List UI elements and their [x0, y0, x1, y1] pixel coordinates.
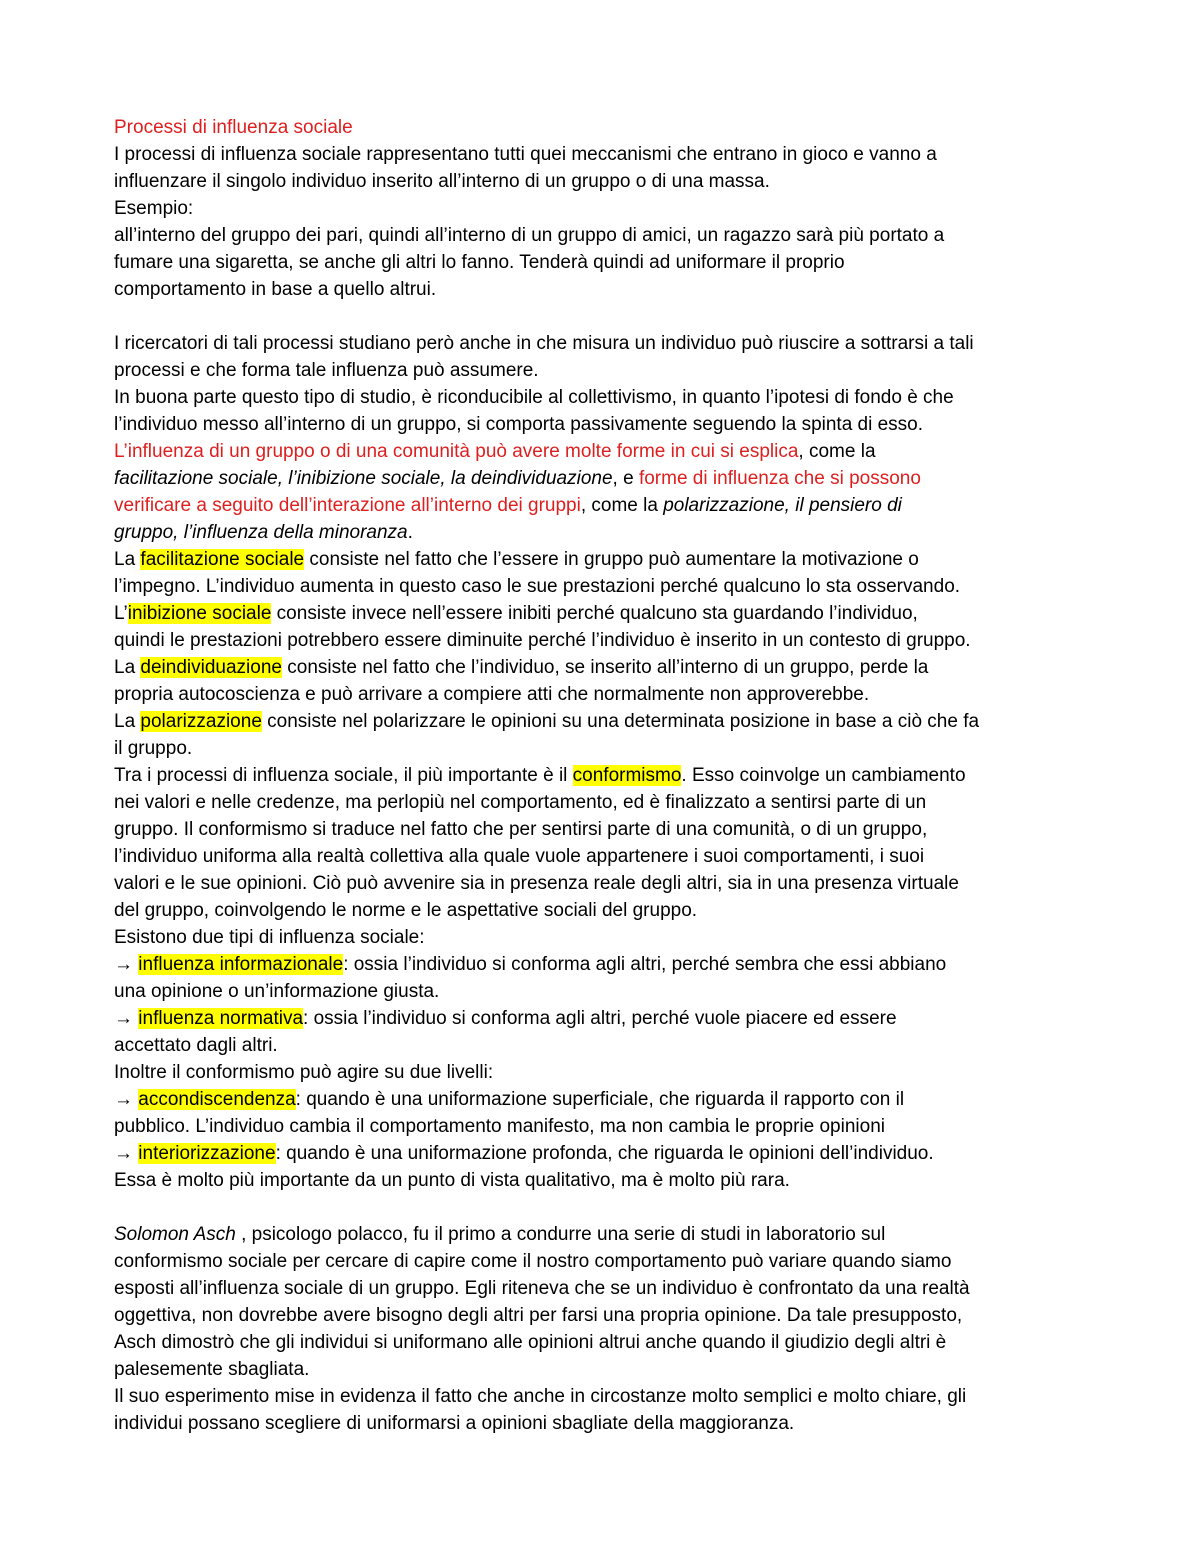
text-segment: : quando è una uniformazione profonda, che riguarda le opinioni dell’individuo. — [275, 1143, 934, 1164]
text-line — [114, 681, 1094, 708]
text-line — [114, 789, 1094, 816]
text-segment: → — [114, 1143, 139, 1164]
text-line — [114, 222, 1094, 249]
text-line — [114, 249, 1094, 276]
text-segment: Esempio: — [114, 198, 194, 219]
text-line — [114, 357, 1094, 384]
text-line — [114, 384, 1094, 411]
text-line — [114, 168, 1094, 195]
text-line — [114, 573, 1094, 600]
text-line — [114, 546, 1094, 573]
text-segment: gruppo. Il conformismo si traduce nel fatto che per sentirsi parte di una comunità, o di un gruppo, — [114, 819, 928, 840]
highlighted-term: influenza informazionale — [138, 954, 344, 975]
text-line — [114, 1248, 1094, 1275]
text-segment: del gruppo, coinvolgendo le norme e le aspettative sociali del gruppo. — [114, 900, 698, 921]
text-segment: Tra i processi di influenza sociale, il più importante è il — [114, 765, 573, 786]
text-segment: palesemente sbagliata. — [114, 1359, 310, 1380]
highlighted-term: inibizione sociale — [127, 603, 272, 624]
text-segment: consiste nel fatto che l’essere in gruppo può aumentare la motivazione o — [304, 549, 919, 570]
text-segment: nei valori e nelle credenze, ma perlopiù nel comportamento, ed è finalizzato a sentirsi parte di un — [114, 792, 927, 813]
text-segment: . — [407, 522, 413, 543]
text-line — [114, 141, 1094, 168]
text-line — [114, 708, 1094, 735]
text-segment: : ossia l’individuo si conforma agli altri, perché sembra che essi abbiano — [343, 954, 947, 975]
text-line — [114, 1167, 1094, 1194]
text-line — [114, 762, 1094, 789]
text-line — [114, 1140, 1094, 1167]
text-segment: quindi le prestazioni potrebbero essere diminuite perché l’individuo è inserito in un contesto di gruppo. — [114, 630, 971, 651]
text-segment: consiste nel fatto che l’individuo, se inserito all’interno di un gruppo, perde la — [281, 657, 929, 678]
document-body — [114, 114, 1094, 1437]
red-text-segment: L’influenza di un gruppo o di una comunità può avere molte forme in cui si esplica — [114, 441, 799, 462]
text-segment: influenzare il singolo individuo inserito all’interno di un gruppo o di una massa. — [114, 171, 770, 192]
text-segment: → — [114, 954, 139, 975]
text-line — [114, 654, 1094, 681]
text-segment: conformismo sociale per cercare di capire come il nostro comportamento può variare quando siamo — [114, 1251, 952, 1272]
text-segment: esposti all’influenza sociale di un gruppo. Egli riteneva che se un individuo è confrontato da una realtà — [114, 1278, 970, 1299]
text-line — [114, 870, 1094, 897]
text-line — [114, 465, 1094, 492]
text-line — [114, 978, 1094, 1005]
red-text-segment: Processi di influenza sociale — [114, 117, 353, 138]
text-segment: , come la — [580, 495, 664, 516]
text-segment: Il suo esperimento mise in evidenza il fatto che anche in circostanze molto semplici e molto chiare, gli — [114, 1386, 967, 1407]
text-segment: , psicologo polacco, fu il primo a condurre una serie di studi in laboratorio sul — [235, 1224, 886, 1245]
text-segment: : quando è una uniformazione superficiale, che riguarda il rapporto con il — [295, 1089, 905, 1110]
text-segment: propria autocoscienza e può arrivare a compiere atti che normalmente non approverebbe. — [114, 684, 870, 705]
highlighted-term: conformismo — [572, 765, 682, 786]
text-line — [114, 1032, 1094, 1059]
text-line — [114, 1113, 1094, 1140]
text-line — [114, 816, 1094, 843]
text-segment: l’individuo uniforma alla realtà collettiva alla quale vuole appartenere i suoi comportamenti, i suoi — [114, 846, 925, 867]
text-segment: L’ — [114, 603, 128, 624]
text-line — [114, 1302, 1094, 1329]
highlighted-term: influenza normativa — [138, 1008, 304, 1029]
text-segment: La — [114, 711, 141, 732]
text-segment: accettato dagli altri. — [114, 1035, 278, 1056]
text-line — [114, 438, 1094, 465]
text-segment: comportamento in base a quello altrui. — [114, 279, 437, 300]
text-segment: all’interno del gruppo dei pari, quindi all’interno di un gruppo di amici, un ragazzo sarà più portato a — [114, 225, 945, 246]
text-segment: pubblico. L’individuo cambia il comportamento manifesto, ma non cambia le proprie opinioni — [114, 1116, 885, 1137]
text-segment: , come la — [798, 441, 876, 462]
text-line — [114, 195, 1094, 222]
text-line — [114, 735, 1094, 762]
text-line — [114, 1356, 1094, 1383]
text-line — [114, 843, 1094, 870]
text-segment: processi e che forma tale influenza può assumere. — [114, 360, 539, 381]
text-segment: In buona parte questo tipo di studio, è riconducibile al collettivismo, in quanto l’ipotesi di fondo è che — [114, 387, 954, 408]
text-segment: La — [114, 657, 141, 678]
text-line — [114, 1005, 1094, 1032]
text-line — [114, 924, 1094, 951]
text-segment: La — [114, 549, 141, 570]
text-segment: : ossia l’individuo si conforma agli altri, perché vuole piacere ed essere — [303, 1008, 897, 1029]
italic-text-segment: facilitazione sociale, l’inibizione sociale, la deindividuazione — [114, 468, 613, 489]
text-line — [114, 492, 1094, 519]
text-segment: consiste invece nell’essere inibiti perché qualcuno sta guardando l’individuo, — [271, 603, 918, 624]
text-line — [114, 411, 1094, 438]
italic-text-segment: gruppo, l’influenza della minoranza — [114, 522, 408, 543]
italic-text-segment: Solomon Asch — [114, 1224, 236, 1245]
text-segment: consiste nel polarizzare le opinioni su una determinata posizione in base a ciò che fa — [261, 711, 980, 732]
text-line — [114, 1059, 1094, 1086]
document-title — [114, 114, 1094, 141]
text-line — [114, 1086, 1094, 1113]
text-segment: l’impegno. L’individuo aumenta in questo caso le sue prestazioni perché qualcuno lo sta osservando. — [114, 576, 961, 597]
text-segment: oggettiva, non dovrebbe avere bisogno degli altri per farsi una propria opinione. Da tale presupposto, — [114, 1305, 963, 1326]
text-line — [114, 951, 1094, 978]
blank-line — [114, 1194, 1094, 1221]
highlighted-term: polarizzazione — [140, 711, 262, 732]
text-segment: il gruppo. — [114, 738, 193, 759]
highlighted-term: facilitazione sociale — [140, 549, 305, 570]
highlighted-term: accondiscendenza — [138, 1089, 296, 1110]
text-segment: I processi di influenza sociale rappresentano tutti quei meccanismi che entrano in gioco e vanno a — [114, 144, 937, 165]
text-line — [114, 897, 1094, 924]
text-line — [114, 330, 1094, 357]
text-segment: → — [114, 1008, 139, 1029]
text-line — [114, 1383, 1094, 1410]
text-segment: valori e le sue opinioni. Ciò può avvenire sia in presenza reale degli altri, sia in una presenza virtuale — [114, 873, 959, 894]
text-line — [114, 1275, 1094, 1302]
text-line — [114, 276, 1094, 303]
text-segment: Inoltre il conformismo può agire su due livelli: — [114, 1062, 494, 1083]
text-segment: → — [114, 1089, 139, 1110]
highlighted-term: interiorizzazione — [138, 1143, 276, 1164]
text-line — [114, 600, 1094, 627]
text-segment: fumare una sigaretta, se anche gli altri lo fanno. Tenderà quindi ad uniformare il proprio — [114, 252, 845, 273]
red-text-segment: verificare a seguito dell’interazione all’interno dei gruppi — [114, 495, 581, 516]
blank-line — [114, 303, 1094, 330]
text-segment: l’individuo messo all’interno di un gruppo, si comporta passivamente seguendo la spinta di esso. — [114, 414, 924, 435]
text-segment: Esistono due tipi di influenza sociale: — [114, 927, 425, 948]
text-segment: . Esso coinvolge un cambiamento — [681, 765, 966, 786]
text-segment: I ricercatori di tali processi studiano però anche in che misura un individuo può riuscire a sottrarsi a tali — [114, 333, 974, 354]
text-segment: , e — [612, 468, 639, 489]
italic-text-segment: polarizzazione, il pensiero di — [663, 495, 902, 516]
text-line — [114, 519, 1094, 546]
text-segment: Essa è molto più importante da un punto di vista qualitativo, ma è molto più rara. — [114, 1170, 790, 1191]
text-line — [114, 1410, 1094, 1437]
text-segment: Asch dimostrò che gli individui si uniformano alle opinioni altrui anche quando il giudizio degli altri è — [114, 1332, 947, 1353]
red-text-segment: forme di influenza che si possono — [638, 468, 921, 489]
text-line — [114, 1329, 1094, 1356]
text-segment: individui possano scegliere di uniformarsi a opinioni sbagliate della maggioranza. — [114, 1413, 795, 1434]
highlighted-term: deindividuazione — [140, 657, 282, 678]
text-line — [114, 1221, 1094, 1248]
text-segment: una opinione o un’informazione giusta. — [114, 981, 440, 1002]
text-line — [114, 627, 1094, 654]
